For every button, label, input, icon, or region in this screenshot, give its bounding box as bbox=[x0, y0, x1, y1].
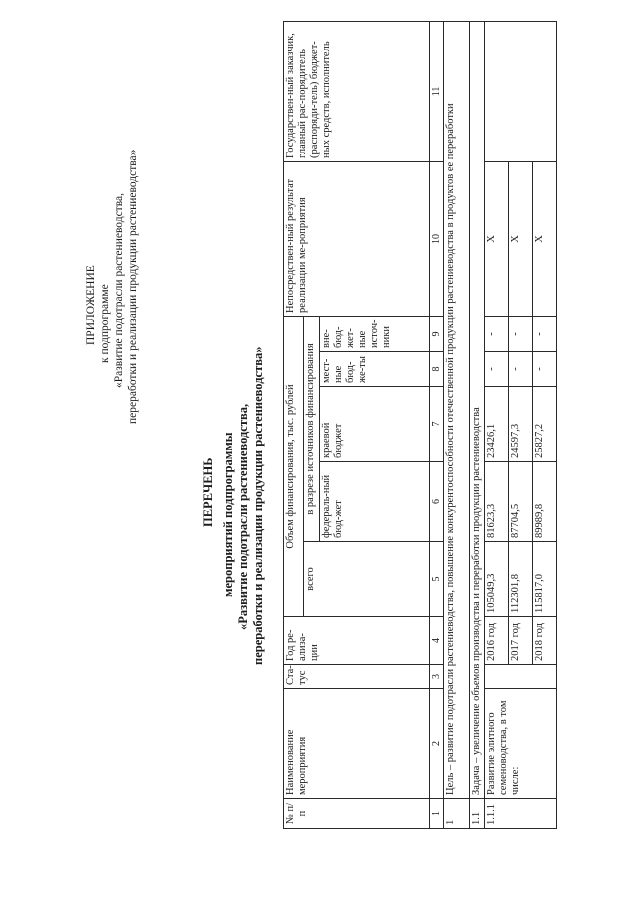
table-row bbox=[485, 21, 509, 828]
header-status: Ста-тус bbox=[284, 665, 430, 689]
col-number: 5 bbox=[430, 542, 444, 617]
appendix-label: ПРИЛОЖЕНИЕ bbox=[85, 265, 97, 345]
col-number: 9 bbox=[430, 316, 444, 351]
row-local: - bbox=[485, 352, 509, 387]
header-by-source: в разрезе источников финансирования bbox=[304, 316, 320, 541]
measure-status bbox=[485, 665, 557, 689]
col-number: 3 bbox=[430, 665, 444, 689]
header-regional: краевой бюджет bbox=[320, 387, 430, 462]
title-line-4: переработки и реализации продукции растениеводства» bbox=[251, 346, 265, 665]
row-regional: 25827,2 bbox=[533, 387, 557, 462]
header-federal: федераль-ный бюд-жет bbox=[320, 462, 430, 542]
row-federal: 89989,8 bbox=[533, 462, 557, 542]
row-federal: 81623,3 bbox=[485, 462, 509, 542]
task-row bbox=[470, 21, 485, 828]
row-local: - bbox=[509, 352, 533, 387]
appendix-subtitle: к подпрограмме bbox=[99, 284, 111, 363]
col-number: 10 bbox=[430, 161, 444, 316]
row-total: 112301,8 bbox=[509, 542, 533, 617]
header-extra: вне-бюд-жет-ные источ-ники bbox=[320, 316, 430, 351]
row-federal: 87704,5 bbox=[509, 462, 533, 542]
row-year: 2018 год bbox=[533, 617, 557, 665]
row-total: 105049,3 bbox=[485, 542, 509, 617]
row-total: 115817,0 bbox=[533, 542, 557, 617]
task-text: Задача – увеличение объемов производства и переработки продукции растениеводства bbox=[470, 21, 485, 798]
row-result: Х bbox=[533, 161, 557, 316]
row-year: 2017 год bbox=[509, 617, 533, 665]
col-number: 4 bbox=[430, 617, 444, 665]
col-number: 8 bbox=[430, 352, 444, 387]
col-number: 2 bbox=[430, 689, 444, 799]
row-result: Х bbox=[509, 161, 533, 316]
appendix-program-line1: «Развитие подотрасли растениеводства, bbox=[113, 193, 125, 388]
header-num: № п/п bbox=[284, 799, 430, 829]
row-local: - bbox=[533, 352, 557, 387]
column-number-row bbox=[430, 21, 444, 828]
title-line-3: «Развитие подотрасли растениеводства, bbox=[236, 403, 250, 630]
measures-table bbox=[283, 21, 557, 829]
row-regional: 24597,3 bbox=[509, 387, 533, 462]
appendix-program-line2: переработки и реализации продукции растениеводства» bbox=[127, 149, 139, 424]
measure-name: Развитие элитного семеноводства, в том числе: bbox=[485, 689, 557, 799]
col-number: 6 bbox=[430, 462, 444, 542]
row-result: Х bbox=[485, 161, 509, 316]
goal-num: 1 bbox=[444, 799, 470, 829]
row-regional: 23426,1 bbox=[485, 387, 509, 462]
row-extra: - bbox=[509, 316, 533, 351]
row-extra: - bbox=[485, 316, 509, 351]
header-name: Наименование мероприятия bbox=[284, 689, 430, 799]
row-year: 2016 год bbox=[485, 617, 509, 665]
col-number: 11 bbox=[430, 21, 444, 161]
header-result: Непосредствен-ный результат реализации ме-роприятия bbox=[284, 161, 430, 316]
header-year: Год ре-ализа-ции bbox=[284, 617, 430, 665]
measure-customer bbox=[485, 21, 557, 161]
header-customer: Государствен-ный заказчик, главный рас-порядитель (распоряди-тель) бюджет-ных средств, исполнитель bbox=[284, 21, 430, 161]
table-header-row bbox=[284, 21, 304, 828]
header-local: мест-ные бюд-же-ты bbox=[320, 352, 430, 387]
row-extra: - bbox=[533, 316, 557, 351]
col-number: 1 bbox=[430, 799, 444, 829]
goal-row bbox=[444, 21, 470, 828]
goal-text: Цель – развитие подотрасли растениеводства, повышение конкурентоспособности отечественной продукции растениеводства в продуктов ее переработки bbox=[444, 21, 470, 798]
measure-num: 1.1.1 bbox=[485, 799, 557, 829]
title-line-2: мероприятий подпрограммы bbox=[221, 432, 235, 597]
title-line-1: ПЕРЕЧЕНЬ bbox=[201, 457, 215, 527]
col-number: 7 bbox=[430, 387, 444, 462]
header-funding: Объем финансирования, тыс. рублей bbox=[284, 316, 304, 616]
header-total: всего bbox=[304, 542, 430, 617]
task-num: 1.1 bbox=[470, 799, 485, 829]
